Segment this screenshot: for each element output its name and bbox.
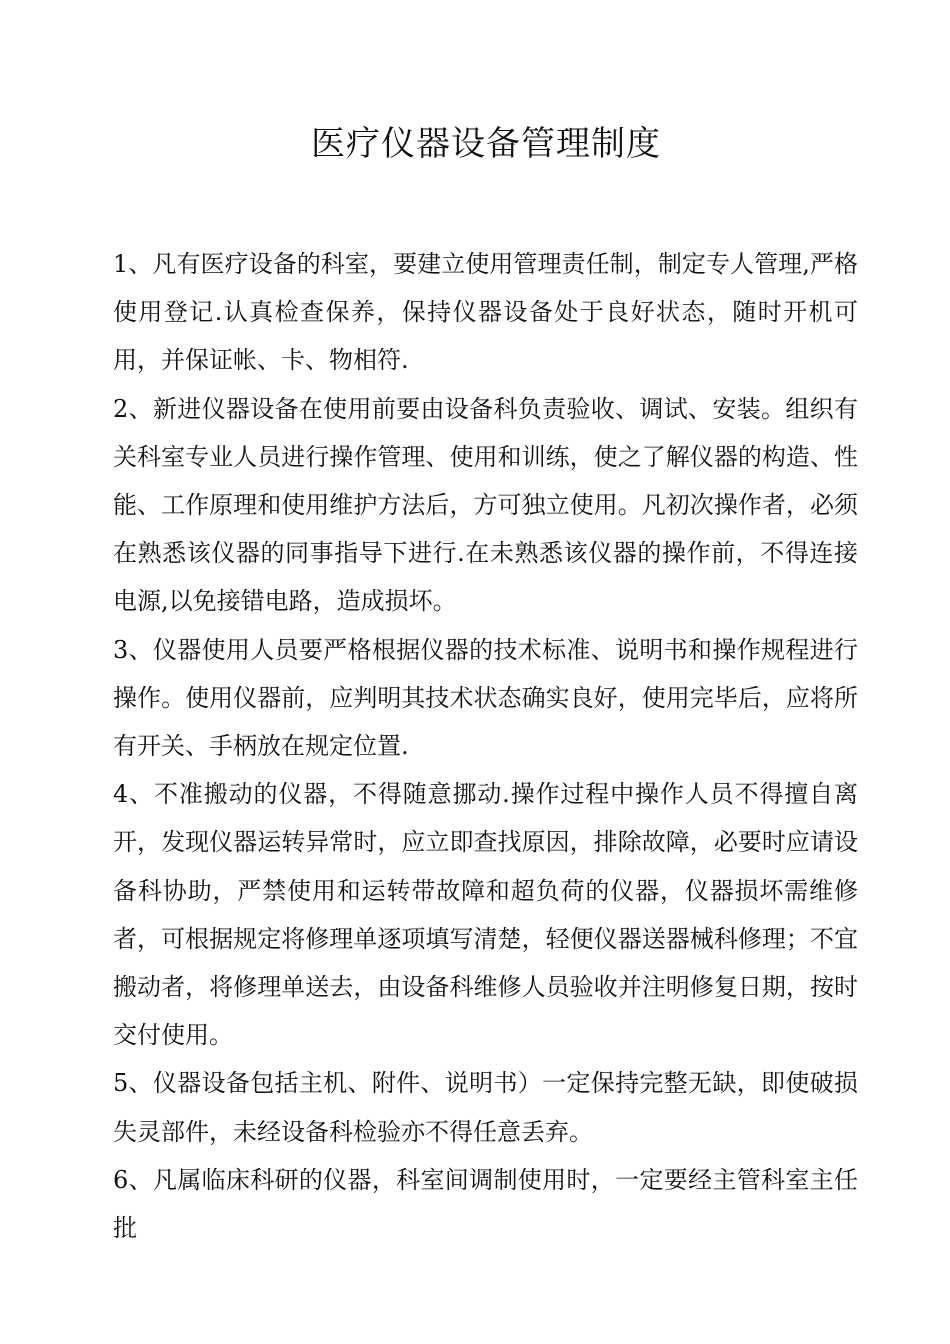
clause-2: 2、新进仪器设备在使用前要由设备科负责验收、调试、安装。组织有关科室专业人员进行操作管理、使用和训练，使之了解仪器的构造、性能、工作原理和使用维护方法后，方可独立使用。凡初次操作者，必须在熟悉该仪器的同事指导下进行.在未熟悉该仪器的操作前，不得连接电源,以免接错电路，造成损坏。 [113,394,858,616]
document-title: 医疗仪器设备管理制度 [311,124,661,164]
clause-1: 1、凡有医疗设备的科室，要建立使用管理责任制，制定专人管理,严格使用登记.认真检查保养，保持仪器设备处于良好状态，随时开机可用，并保证帐、卡、物相符. [113,250,858,375]
clause-6: 6、凡属临床科研的仪器，科室间调制使用时，一定要经主管科室主任批 [113,1165,858,1243]
clause-5: 5、仪器设备包括主机、附件、说明书）一定保持完整无缺，即使破损失灵部件，未经设备科检验亦不得任意丢弃。 [113,1069,858,1146]
clause-3: 3、仪器使用人员要严格根据仪器的技术标准、说明书和操作规程进行操作。使用仪器前，应判明其技术状态确实良好，使用完毕后，应将所有开关、手柄放在规定位置. [113,635,858,761]
document-body [113,240,858,1252]
clause-4: 4、不准搬动的仪器，不得随意挪动.操作过程中操作人员不得擅自离开，发现仪器运转异常时，应立即查找原因，排除故障，必要时应请设备科协助，严禁使用和运转带故障和超负荷的仪器，仪器损坏需维修者，可根据规定将修理单逐项填写清楚，轻便仪器送器械科修理；不宜搬动者，将修理单送去，由设备科维修人员验收并注明修复日期，按时交付使用。 [113,780,858,1050]
